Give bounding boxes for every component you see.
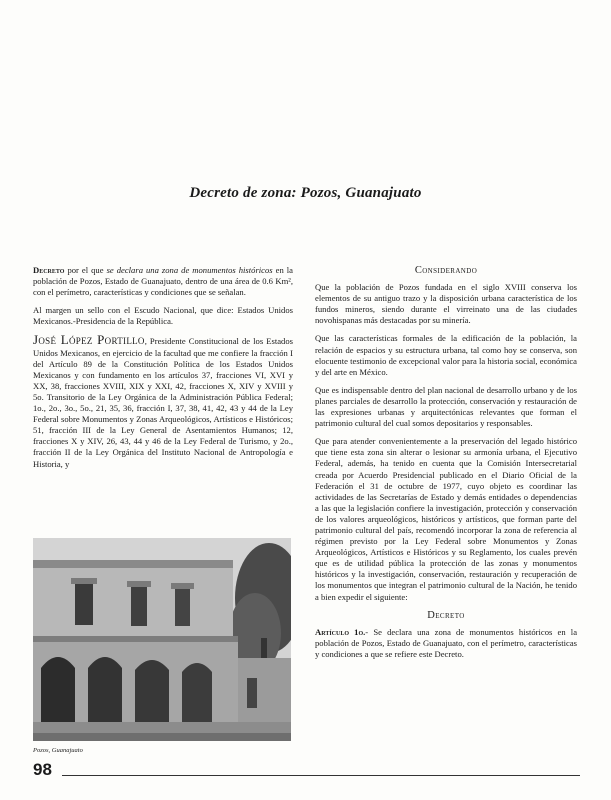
document-title: Decreto de zona: Pozos, Guanajuato bbox=[189, 185, 422, 201]
footer-rule bbox=[62, 775, 580, 776]
page-number: 98 bbox=[33, 760, 52, 779]
right-column bbox=[315, 265, 577, 667]
colonial-building-image bbox=[33, 538, 291, 741]
president-name: José López Portillo bbox=[33, 332, 145, 348]
article-1-label: Artículo 1o. bbox=[315, 626, 366, 637]
considerando-paragraph-4: Que para atender convenientemente a la preservación del legado histórico que tiene esta zona sin alterar o lesionar su armonía urbana, el Ejecutivo Federal, además, ha tenido en cuenta que la Comisión Intersecretarial creada por Acuerdo Presidencial publicado en el Diario Oficial de la Federación el 31 de octubre de 1977, cuyo objeto es coordinar las actividades de las Secretarías de Estado y demás entidades o dependencias a las que la legislación confiere la investigación, protección y conservación de los valores arqueológicos, históricos y artísticos, que forman parte del patrimonio cultural del país, recomendó incorporar la zona de referencia al régimen previsto por la Ley Federal sobre Monumentos y Zonas Arqueológicos, Artísticos e Históricos y su Reglamento, los cuales prevén que es de utilidad pública la protección de las zonas y monumentos históricos y la investigación, conservación, restauración y recuperación de los monumentos que integran el patrimonio cultural de la Nación, he tenido a bien expedir el siguiente: bbox=[315, 436, 577, 602]
photo-caption: Pozos, Guanajuato bbox=[33, 747, 83, 754]
decree-intro-paragraph: Decreto por el que se declara una zona de monumentos históricos en la población de Pozos, Estado de Guanajuato, dentro de una área de 0.6 Km², con el perímetro, características y condiciones que se señalan. bbox=[33, 265, 293, 298]
article-1-paragraph: Artículo 1o.- Se declara una zona de monumentos históricos en la población de Pozos, Estado de Guanajuato, con el perímetro, características y condiciones a que se refiere este Decreto. bbox=[315, 626, 578, 659]
considerando-paragraph-2: Que las características formales de la edificación de la población, la relación de espacios y su estructura urbana, tal como hoy se conserva, son elocuente testimonio de excepcional valor para la historia social, económica y del arte en México. bbox=[315, 333, 577, 377]
decree-lead-word: Decreto bbox=[33, 265, 65, 275]
left-column bbox=[33, 265, 293, 477]
seal-paragraph: Al margen un sello con el Escudo Nacional, que dice: Estados Unidos Mexicanos.-Presidencia de la República. bbox=[33, 305, 293, 327]
building-photo bbox=[33, 538, 291, 741]
considerando-heading: Considerando bbox=[414, 265, 478, 276]
considerando-paragraph-1: Que la población de Pozos fundada en el siglo XVIII conserva los elementos de su antiguo trazo y la disposición urbana característica de los fundos mineros, siendo durante el virreinato una de las ciudades novohispanas más destacadas por su minería. bbox=[315, 282, 577, 326]
decree-italic-phrase: se declara una zona de monumentos históricos bbox=[106, 265, 273, 275]
considerando-paragraph-3: Que es indispensable dentro del plan nacional de desarrollo urbano y de los planes parciales de desarrollo la protección, conservación y restauración de las expresiones urbanas y arquitectónicas relevantes que forman el patrimonio cultural del cual somos depositarios y responsables. bbox=[315, 384, 577, 429]
decreto-heading: Decreto bbox=[427, 609, 465, 621]
president-paragraph: José López Portillo, Presidente Constitucional de los Estados Unidos Mexicanos, en ejercicio de la facultad que me confiere la fracción I del Artículo 89 de la Constitución Política de los Estados Unidos Mexicanos y con fundamento en los artículos 37, fracciones VI, XVI y XX, 38, fracciones XVIII, XIX y XXI, 42, fracciones X, XIV y XVIII y 5o. Transitorio de la Ley Orgánica de la Administración Pública Federal; 1o., 2o., 3o., 5o., 21, 35, 36, fracción I, 37, 38, 41, 42, 43 y 44 de la Ley Federal sobre Monumentos y Zonas Arqueológicos, Artísticos e Históricos; 51, fracción III de la Ley General de Asentamientos Humanos; 12, fracciones X y XIV, 26, 43, 44 y 46 de la Ley Federal de Turismo, y 2o., fracción II de la Ley Orgánica del Instituto Nacional de Antropología e Historia, y bbox=[33, 332, 293, 469]
